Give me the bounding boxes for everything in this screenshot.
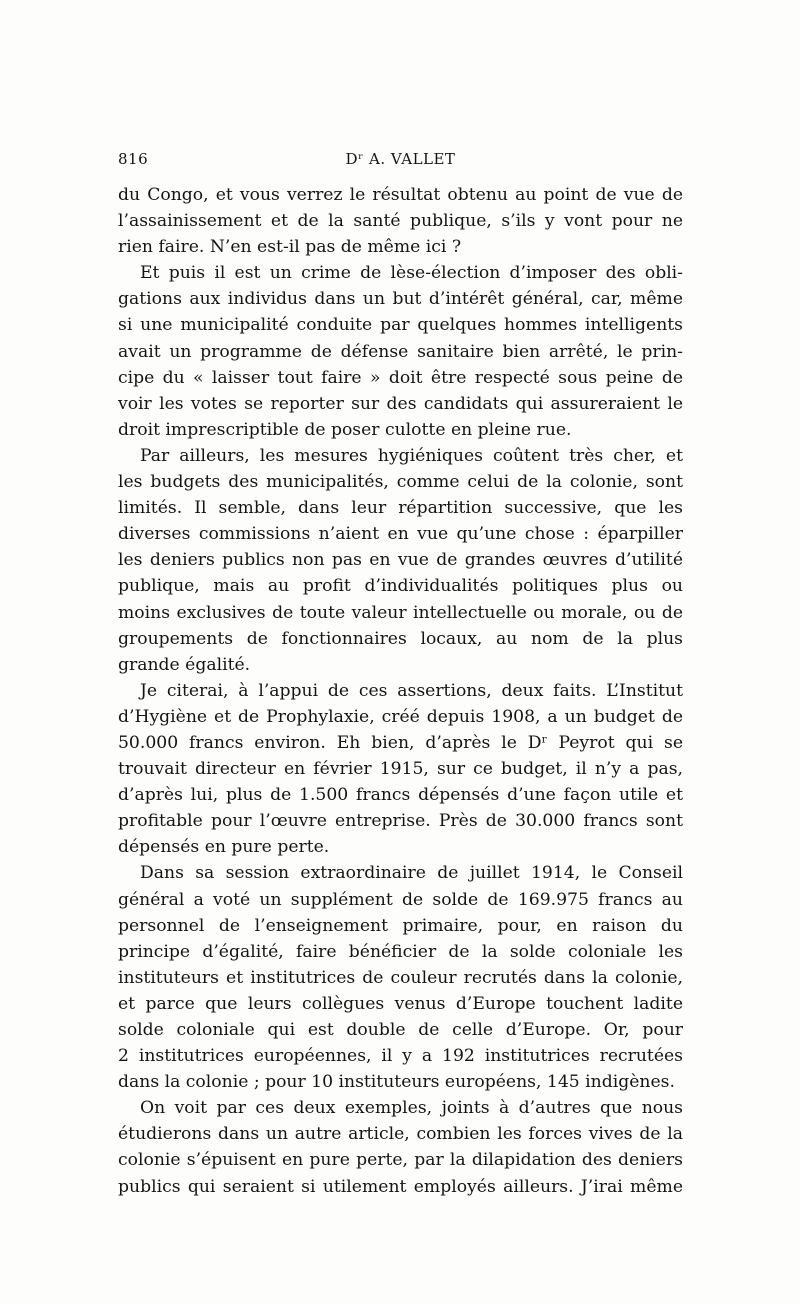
text-line: colonie s’épuisent en pure perte, par la dilapidation des deniers <box>118 1150 683 1171</box>
text-line: gations aux individus dans un but d’intérêt général, car, même <box>118 289 683 310</box>
text-line: moins exclusives de toute valeur intellectuelle ou morale, ou de <box>118 602 683 623</box>
text-line: dépensés en pure perte. <box>118 837 330 858</box>
text-line: et parce que leurs collègues venus d’Europe touchent ladite <box>118 993 683 1014</box>
text-line: solde coloniale qui est double de celle d’Europe. Or, pour <box>118 1020 683 1040</box>
text-line: limités. Il semble, dans leur répartition successive, que les <box>118 498 683 519</box>
text-line: les budgets des municipalités, comme celui de la colonie, sont <box>118 472 683 493</box>
text-line: l’assainissement et de la santé publique, s’ils y vont pour ne <box>118 211 683 232</box>
text-line: dans la colonie ; pour 10 instituteurs européens, 145 indigènes. <box>118 1072 675 1093</box>
text-line: les deniers publics non pas en vue de grandes œuvres d’utilité <box>118 550 683 571</box>
paragraph <box>118 860 683 1095</box>
text-line: voir les votes se reporter sur des candidats qui assureraient le <box>118 393 683 414</box>
text-line: 50.000 francs environ. Eh bien, d’après le Dʳ Peyrot qui se <box>118 732 683 753</box>
text-line: d’Hygiène et de Prophylaxie, créé depuis 1908, a un budget de <box>118 706 683 727</box>
paragraph <box>118 443 683 678</box>
text-line: si une municipalité conduite par quelques hommes intelligents <box>118 315 683 336</box>
running-head <box>118 150 683 170</box>
paragraph <box>118 1095 683 1199</box>
text-line: étudierons dans un autre article, combien les forces vives de la <box>118 1124 683 1145</box>
text-line: publique, mais au profit d’individualités politiques plus ou <box>118 576 683 597</box>
text-line: personnel de l’enseignement primaire, pour, en raison du <box>118 915 683 936</box>
text-line: instituteurs et institutrices de couleur recrutés dans la colonie, <box>118 967 683 988</box>
text-line: du Congo, et vous verrez le résultat obtenu au point de vue de <box>118 185 683 205</box>
text-line: Par ailleurs, les mesures hygiéniques coûtent très cher, et <box>140 445 683 466</box>
page-number: 816 <box>118 150 149 168</box>
text-line: trouvait directeur en février 1915, sur ce budget, il n’y a pas, <box>118 759 683 780</box>
text-line: On voit par ces deux exemples, joints à d’autres que nous <box>140 1098 683 1119</box>
text-line: principe d’égalité, faire bénéficier de la solde coloniale les <box>118 941 683 962</box>
text-line: profitable pour l’œuvre entreprise. Près de 30.000 francs sont <box>118 811 683 832</box>
text-line: 2 institutrices européennes, il y a 192 institutrices recrutées <box>118 1046 683 1067</box>
text-line: avait un programme de défense sanitaire bien arrêté, le prin- <box>118 341 683 362</box>
text-line: grande égalité. <box>118 654 251 675</box>
text-line: groupements de fonctionnaires locaux, au nom de la plus <box>118 628 683 649</box>
text-line: diverses commissions n’aient en vue qu’une chose : éparpiller <box>118 524 683 545</box>
text-line: général a voté un supplément de solde de 169.975 francs au <box>118 889 683 910</box>
text-line: Dans sa session extraordinaire de juillet 1914, le Conseil <box>140 863 683 884</box>
text-line: Et puis il est un crime de lèse-élection d’imposer des obli- <box>140 263 683 284</box>
text-line: cipe du « laisser tout faire » doit être respecté sous peine de <box>118 367 683 388</box>
text-line: d’après lui, plus de 1.500 francs dépensés d’une façon utile et <box>118 785 683 806</box>
text-line: rien faire. N’en est-il pas de même ici ? <box>118 237 462 258</box>
paragraph <box>118 182 683 260</box>
text-line: droit imprescriptible de poser culotte en pleine rue. <box>118 419 572 440</box>
text-line: Je citerai, à l’appui de ces assertions, deux faits. L’Institut <box>140 680 683 701</box>
paragraph <box>118 260 683 443</box>
paragraph <box>118 678 683 861</box>
text-line: publics qui seraient si utilement employés ailleurs. J’irai même <box>118 1176 683 1197</box>
body-text <box>118 182 683 1200</box>
running-head-author: Dʳ A. VALLET <box>345 150 456 168</box>
